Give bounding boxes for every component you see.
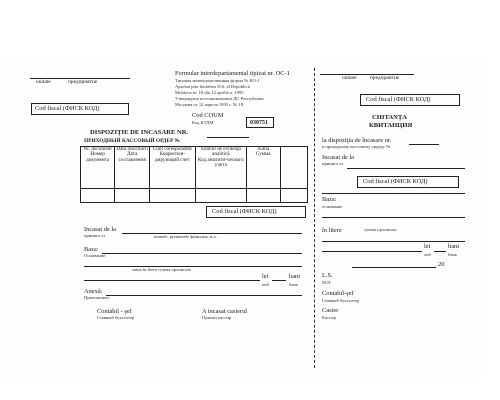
right-cod-fiscal-box	[360, 94, 460, 106]
casier-label: Casier	[322, 307, 339, 314]
name-hint: numele, prenumele фамилия, и.о.	[154, 234, 217, 239]
table-header-cell: Nr. document Номер документа	[81, 147, 115, 189]
form-info-line: Moldova nr. 18 din 12 aprilie a. 1995	[175, 90, 244, 95]
bani-field[interactable]	[272, 280, 286, 281]
right-unitate-label: unitate	[342, 75, 357, 81]
table-header-cell: Data întocmirii Дата составления	[115, 147, 150, 189]
a-incasat-label-ru: Принял кассир	[202, 315, 232, 320]
right-bani-field[interactable]	[434, 251, 446, 252]
right-blank-field[interactable]	[322, 193, 465, 194]
dispozitie-title-ru: ПРИХОДНЫЙ КАССОВЫЙ ОРДЕР №	[84, 138, 181, 144]
table-cell[interactable]	[81, 189, 115, 203]
suma-field-2[interactable]	[84, 280, 260, 281]
table-header-cell	[280, 147, 307, 189]
right-baza-field[interactable]	[322, 217, 465, 218]
mp-label: М.П.	[322, 280, 332, 285]
right-lei-label-ru: лей	[424, 252, 431, 257]
table-header-row	[81, 147, 308, 189]
right-baza-label: Baza:	[322, 196, 337, 203]
in-litere-label: în litere	[322, 227, 342, 234]
table-cell[interactable]	[115, 189, 150, 203]
baza-label: Baza:	[84, 246, 99, 253]
table-header-cell: Suma Сумма	[246, 147, 280, 189]
casier-label-ru: Кассир	[322, 315, 336, 320]
cod-coum-label-ru: Код КУДМ	[192, 120, 214, 125]
cod-coum-label: Cod COUM	[192, 112, 224, 119]
anexa-label-ru: Приложение:	[84, 295, 110, 300]
right-baza-label-ru: основание	[322, 204, 343, 209]
cod-coum-value: 030751	[250, 120, 268, 126]
year-label: 20	[438, 261, 445, 268]
cod-fiscal-box	[31, 103, 129, 115]
contabil-label-ru: Главный бухгалтер	[97, 315, 135, 320]
cod-fiscal-box-2	[206, 206, 306, 218]
la-dispozitia-label: la dispoziţia de încasare nr.	[322, 137, 392, 144]
incasat-de-la-label: Incasat de la	[84, 226, 116, 233]
dispozitie-title: DISPOZIŢIE DE INCASARE NR.	[90, 129, 189, 136]
right-contabil-label: Contabil-şef	[322, 290, 354, 297]
right-cod-fiscal-box-2-label: Cod fiscal (ФИСК КОД)	[363, 178, 428, 185]
right-suma-field-2[interactable]	[322, 251, 422, 252]
right-unitate-label-ru: предприятие	[370, 75, 400, 81]
right-unitate-line	[320, 74, 414, 75]
form-info-line: Молдова от 12 апреля 1995 г. № 18	[175, 102, 244, 107]
table-header-cell: Cont corespondent Корреспон-дирующий счет	[149, 147, 195, 189]
right-bani-label-ru: бань	[448, 252, 457, 257]
suma-pr-label: сумма прописью	[364, 227, 397, 232]
right-incasat-field[interactable]	[347, 168, 465, 169]
receipt-form-sheet	[2, 60, 482, 378]
a-incasat-label: A incasat casierul	[202, 308, 248, 315]
anexa-label: Anexă:	[84, 288, 103, 295]
form-info-line: Aprobat prin hotărîrea D.S. al Republicii	[175, 84, 251, 89]
right-incasat-label: Incasat de la	[322, 154, 354, 161]
lei-label: lei	[262, 273, 269, 280]
cod-fiscal-box-label: Cod fiscal (ФИСК КОД)	[35, 105, 100, 112]
ls-label: L.S.	[322, 272, 333, 279]
suma-hint: suma în litere сумма прописью	[132, 267, 191, 272]
table-header-cell: Simbol de evidenţă analitică Код аналити-ческого учета	[195, 147, 246, 189]
baza-label-ru: Основание:	[84, 253, 107, 258]
right-cod-fiscal-label: Cod fiscal (ФИСК КОД)	[366, 96, 431, 103]
right-incasat-label-ru: принято от	[322, 161, 344, 166]
suma-field[interactable]	[84, 266, 302, 267]
right-suma-field[interactable]	[322, 241, 465, 242]
right-bani-label: bani	[448, 243, 460, 250]
table-cell[interactable]	[195, 189, 246, 203]
table-row	[81, 189, 308, 203]
cod-coum-box	[246, 117, 274, 128]
contabil-label: Contabil - şef	[97, 308, 132, 315]
table-cell[interactable]	[246, 189, 280, 203]
form-info-line: Типовая межведомственная форма № КО-1	[175, 78, 260, 83]
baza-field[interactable]	[102, 253, 302, 254]
bani-label: bani	[289, 273, 301, 280]
la-dispozitia-label-ru: к приходному кассовому ордеру №	[322, 144, 391, 149]
form-info-line: Утверждена постановлением ДС Республики	[175, 96, 264, 101]
date-field[interactable]	[352, 267, 436, 268]
lei-label-ru: лей	[262, 282, 269, 287]
table-cell[interactable]	[280, 189, 307, 203]
bani-label-ru: бань	[289, 282, 298, 287]
unitate-label: unitate	[36, 79, 51, 85]
form-info-line: Formular interdepartamental tipizat nr. OC-1	[175, 70, 290, 77]
anexa-field[interactable]	[106, 295, 302, 296]
la-dispozitia-field[interactable]	[409, 144, 439, 145]
right-cod-fiscal-box-2	[357, 176, 459, 188]
table-cell[interactable]	[149, 189, 195, 203]
unitate-label-ru: предприятие	[68, 79, 98, 85]
document-table	[80, 146, 308, 203]
chitanta-title: CHITANŢA	[372, 114, 408, 121]
right-lei-label: lei	[424, 243, 431, 250]
cod-fiscal-box-2-label: Cod fiscal (ФИСК КОД)	[212, 208, 277, 215]
tear-line	[314, 68, 315, 368]
right-contabil-label-ru: Главный бухгалтер	[322, 298, 360, 303]
dispozitie-number-line	[207, 137, 249, 138]
incasat-de-la-label-ru: принято от	[84, 233, 106, 238]
chitanta-title-ru: КВИТАНЦИЯ	[369, 122, 413, 129]
